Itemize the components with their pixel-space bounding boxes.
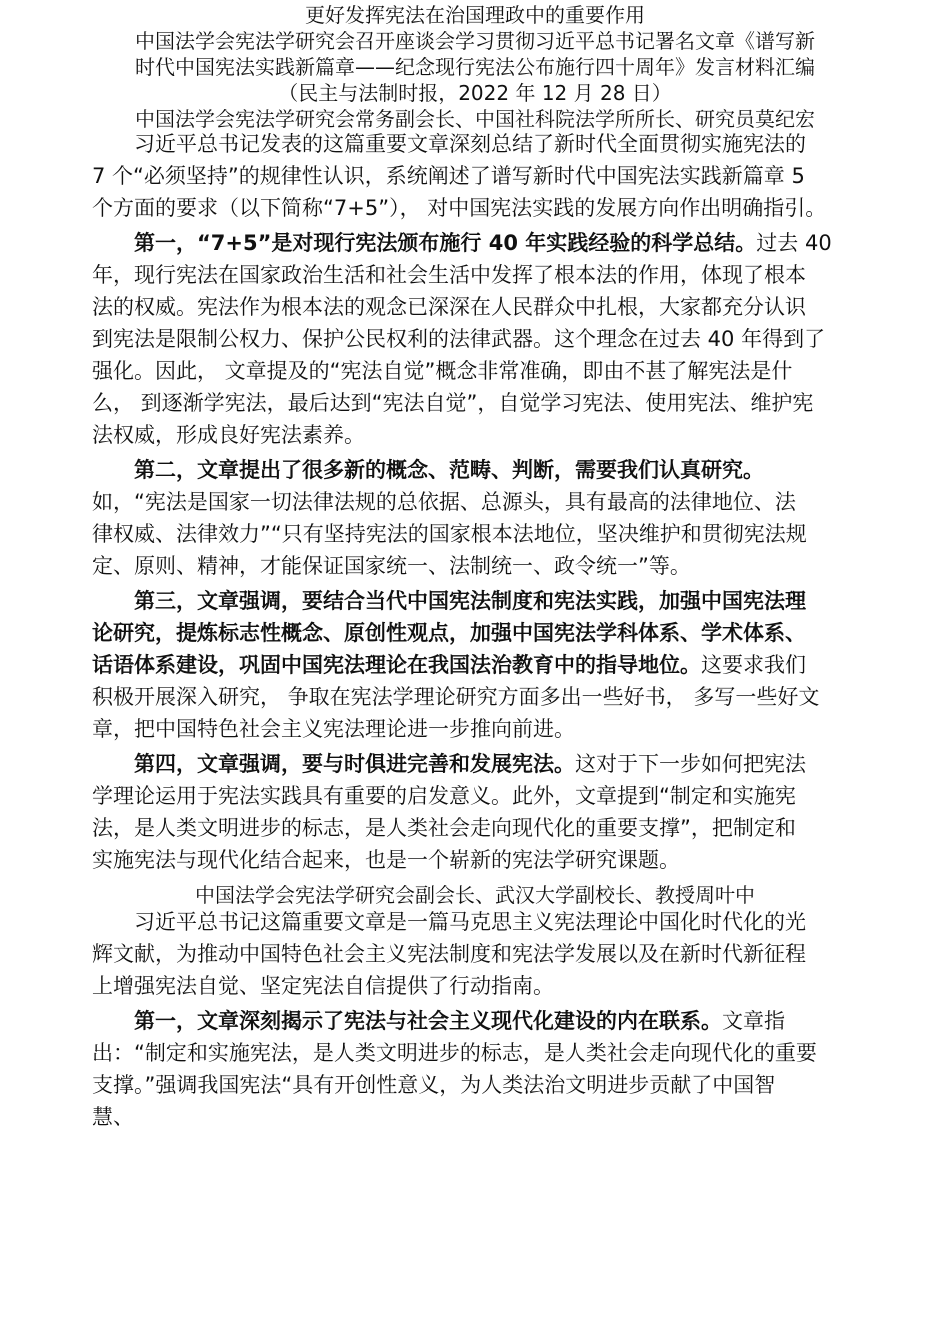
document-subtitle-line-2: 时代中国宪法实践新篇章——纪念现行宪法公布施行四十周年》发言材料汇编 [135, 55, 815, 79]
speaker-1-point-2-line: 律权威、法律效力”“只有坚持宪法的国家根本法地位，坚决维护和贯彻宪法规 [92, 522, 807, 546]
speaker-1-point-3-heading-line: 论研究，提炼标志性概念、原创性观点，加强中国宪法学科体系、学术体系、 [92, 621, 806, 645]
speaker-2-point-1-line: 慧、 [92, 1105, 134, 1129]
speaker-1-point-4-line: 实施宪法与现代化结合起来，也是一个崭新的宪法学研究课题。 [92, 848, 680, 872]
speaker-1-point-3-line: 积极开展深入研究， 争取在宪法学理论研究方面多出一些好书， 多写一些好文 [92, 685, 820, 709]
document-title: 更好发挥宪法在治国理政中的重要作用 [305, 3, 645, 27]
speaker-1-point-1-first-line [134, 227, 832, 259]
speaker-2-point-1-line: 出：“制定和实施宪法，是人类文明进步的标志，是人类社会走向现代化的重要 [92, 1041, 817, 1065]
speaker-1-intro-line: 习近平总书记发表的这篇重要文章深刻总结了新时代全面贯彻实施宪法的 [134, 132, 806, 156]
speaker-1-point-1-line: 强化。因此， 文章提及的“宪法自觉”概念非常准确，即由不甚了解宪法是什 [92, 359, 793, 383]
document-source: （民主与法制时报，2022 年 12 月 28 日） [278, 81, 672, 105]
speaker-1-intro-line: 个方面的要求（以下简称“7+5”）， 对中国宪法实践的发展方向作出明确指引。 [92, 196, 827, 220]
speaker-1-point-1-line: 年，现行宪法在国家政治生活和社会生活中发挥了根本法的作用，体现了根本 [92, 263, 806, 287]
speaker-2-point-1-heading: 第一，文章深刻揭示了宪法与社会主义现代化建设的内在联系。 [134, 1009, 722, 1033]
speaker-1-name: 中国法学会宪法学研究会常务副会长、中国社科院法学所所长、研究员莫纪宏 [135, 107, 815, 131]
speaker-2-intro-line: 辉文献，为推动中国特色社会主义宪法制度和宪法学发展以及在新时代新征程 [92, 942, 806, 966]
speaker-1-intro-line: 7 个“必须坚持”的规律性认识，系统阐述了谱写新时代中国宪法实践新篇章 5 [92, 164, 805, 188]
speaker-1-point-2-heading: 第二，文章提出了很多新的概念、范畴、判断，需要我们认真研究。 [134, 458, 764, 482]
speaker-1-point-4-first-line [134, 748, 806, 780]
speaker-1-point-3-heading-line: 第三，文章强调，要结合当代中国宪法制度和宪法实践，加强中国宪法理 [134, 589, 806, 613]
document-subtitle-line-1: 中国法学会宪法学研究会召开座谈会学习贯彻习近平总书记署名文章《谱写新 [135, 29, 815, 53]
speaker-1-point-3-heading-line: 话语体系建设，巩固中国宪法理论在我国法治教育中的指导地位。这要求我们 [92, 653, 806, 677]
speaker-1-point-1-line: 法权威，形成良好宪法素养。 [92, 423, 365, 447]
speaker-1-point-1-text: 过去 40 [756, 231, 832, 255]
speaker-2-point-1-text: 文章指 [722, 1009, 785, 1033]
speaker-1-point-4-heading: 第四，文章强调，要与时俱进完善和发展宪法。 [134, 752, 575, 776]
speaker-2-intro-line: 上增强宪法自觉、坚定宪法自信提供了行动指南。 [92, 974, 554, 998]
speaker-1-point-4-text: 这对于下一步如何把宪法 [575, 752, 806, 776]
speaker-1-point-1-line: 么， 到逐渐学宪法，最后达到“宪法自觉”，自觉学习宪法、使用宪法、维护宪 [92, 391, 814, 415]
speaker-1-point-1-heading: 第一，“7+5”是对现行宪法颁布施行 40 年实践经验的科学总结。 [134, 231, 757, 255]
speaker-2-name: 中国法学会宪法学研究会副会长、武汉大学副校长、教授周叶中 [195, 883, 755, 907]
speaker-1-point-1-line: 法的权威。宪法作为根本法的观念已深深在人民群众中扎根，大家都充分认识 [92, 295, 806, 319]
speaker-1-point-2-line: 如，“宪法是国家一切法律法规的总依据、总源头，具有最高的法律地位、法 [92, 490, 796, 514]
speaker-1-point-3-line: 章，把中国特色社会主义宪法理论进一步推向前进。 [92, 717, 575, 741]
speaker-2-point-1-first-line [134, 1005, 785, 1037]
speaker-1-point-2-line: 定、原则、精神，才能保证国家统一、法制统一、政令统一”等。 [92, 554, 691, 578]
speaker-2-point-1-line: 支撑。”强调我国宪法“具有开创性意义，为人类法治文明进步贡献了中国智 [92, 1073, 776, 1097]
speaker-1-point-4-line: 学理论运用于宪法实践具有重要的启发意义。此外，文章提到“制定和实施宪 [92, 784, 796, 808]
speaker-1-point-4-line: 法，是人类文明进步的标志，是人类社会走向现代化的重要支撑”，把制定和 [92, 816, 796, 840]
speaker-2-intro-line: 习近平总书记这篇重要文章是一篇马克思主义宪法理论中国化时代化的光 [134, 910, 806, 934]
speaker-1-point-1-line: 到宪法是限制公权力、保护公民权利的法律武器。这个理念在过去 40 年得到了 [92, 327, 826, 351]
speaker-1-point-3-text: 这要求我们 [701, 653, 806, 677]
